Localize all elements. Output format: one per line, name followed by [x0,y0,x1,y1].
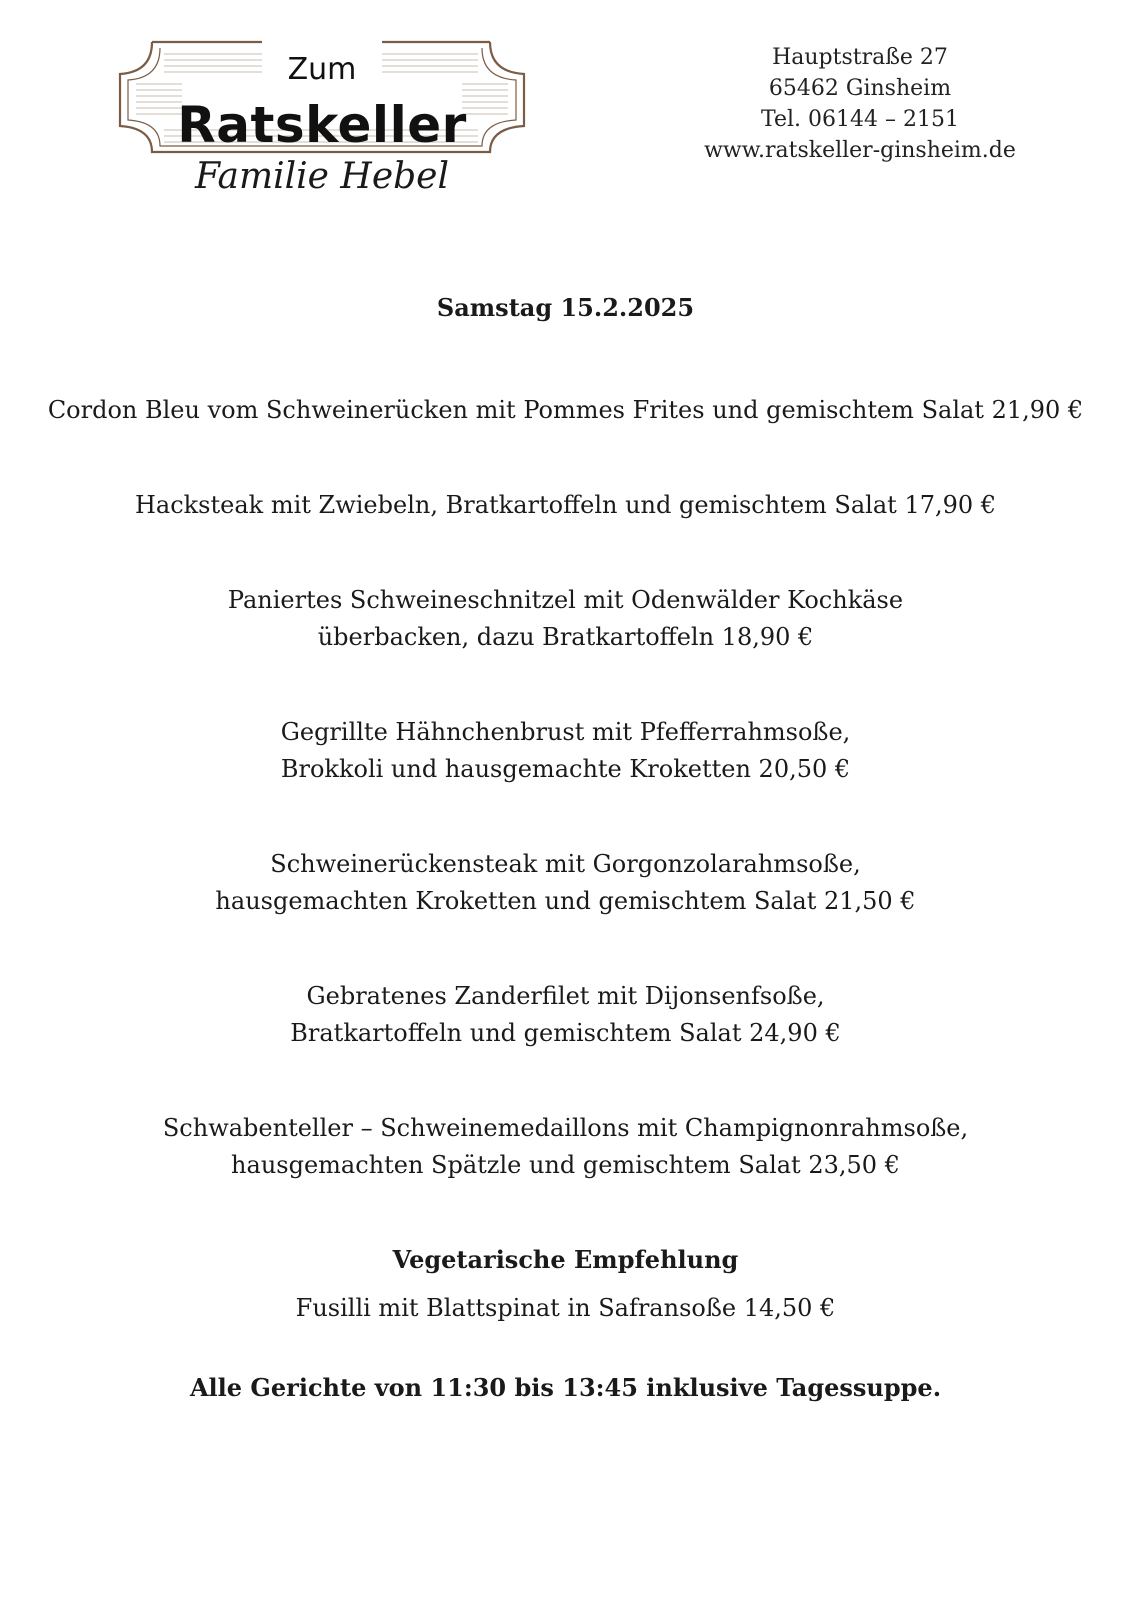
dish-line: Schwabenteller – Schweinemedaillons mit Champignonrahmsoße, [162,1114,969,1142]
dish-line: hausgemachten Kroketten und gemischtem Salat 21,50 € [215,887,916,915]
address-street: Hauptstraße 27 [772,45,948,70]
dish-line: Gebratenes Zanderfilet mit Dijonsenfsoße, [306,982,825,1010]
address-phone: Tel. 06144 – 2151 [761,107,959,132]
dish-line: Schweinerückensteak mit Gorgonzolarahmsoße, [270,850,861,878]
dish-item [0,846,1131,920]
address-website: www.ratskeller-ginsheim.de [704,138,1016,163]
dish-line: Paniertes Schweineschnitzel mit Odenwälder Kochkäse [227,586,904,614]
dish-item [0,714,1131,788]
vegetarian-heading: Vegetarische Empfehlung [392,1245,739,1274]
dish-line: Cordon Bleu vom Schweinerücken mit Pommes Frites und gemischtem Salat 21,90 € [47,396,1084,424]
dish-line: überbacken, dazu Bratkartoffeln 18,90 € [317,623,814,651]
restaurant-logo [112,30,532,205]
logo-family-name: Familie Hebel [195,156,449,197]
dish-item [0,582,1131,656]
dish-line: Hacksteak mit Zwiebeln, Bratkartoffeln und gemischtem Salat 17,90 € [134,491,997,519]
daily-menu [0,290,1131,1406]
address-city: 65462 Ginsheim [768,76,952,101]
dish-item [0,392,1131,429]
dish-line: Bratkartoffeln und gemischtem Salat 24,90 € [290,1019,841,1047]
dish-line: Brokkoli und hausgemachte Kroketten 20,50 € [280,755,851,783]
dish-item [0,978,1131,1052]
dish-item [0,1110,1131,1184]
dish-item [0,487,1131,524]
address-block [660,42,1060,166]
vegetarian-dish: Fusilli mit Blattspinat in Safransoße 14,50 € [295,1294,836,1322]
menu-date: Samstag 15.2.2025 [436,293,695,322]
logo-zum-text: Zum [287,52,357,87]
dish-line: Gegrillte Hähnchenbrust mit Pfefferrahmsoße, [280,718,851,746]
menu-footer-note: Alle Gerichte von 11:30 bis 13:45 inklusive Tagessuppe. [189,1373,942,1402]
logo-restaurant-name: Ratskeller [177,96,467,154]
dish-line: hausgemachten Spätzle und gemischtem Salat 23,50 € [231,1151,900,1179]
